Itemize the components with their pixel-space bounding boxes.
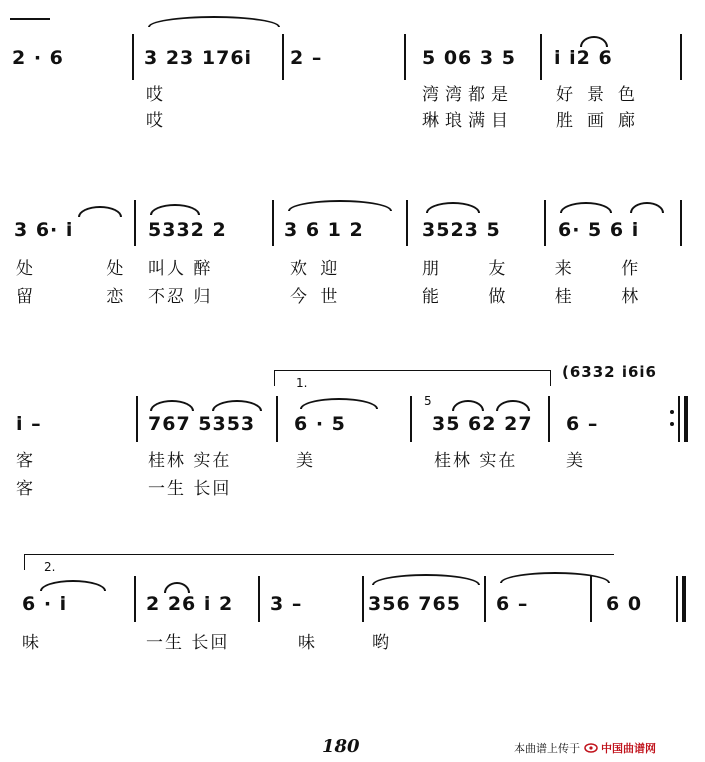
barline [680,34,682,80]
lyric-2: 今 世 [290,287,342,307]
footer-text: 本曲谱上传于 [514,742,580,755]
footer-brand[interactable]: 中国曲谱网 [601,742,656,755]
slur [150,400,194,411]
lyric-2: 不忍 归 [148,287,213,307]
volta-label: 1. [296,376,308,390]
notes-measure: 6· 5 6 i [558,219,640,241]
volta-bracket [24,554,25,570]
notes-measure: 6 0 [606,593,643,615]
repeat-barline [684,396,688,442]
lyric-1: 湾湾都是 [422,85,514,105]
barline [276,396,278,442]
lyric-2: 胜画廊 [556,111,649,131]
notes-measure: 6 – [496,593,529,615]
repeat-dot [670,410,674,414]
barline [484,576,486,622]
final-barline [676,576,678,622]
barline [134,576,136,622]
lyric-1: 好景色 [556,85,649,105]
notes-measure: 356 765 [368,593,461,615]
slur [78,206,122,217]
slur [212,400,262,411]
brand-logo-icon [584,742,598,754]
slur [500,572,610,583]
lyric-1: 美 [296,451,313,471]
notes-measure: 2 – [290,47,323,69]
notes-measure: 6 – [566,413,599,435]
lyric-2: 一生 长回 [148,479,232,499]
lyric-2: 哎 [146,111,163,131]
notes-measure: 3 6 1 2 [284,219,364,241]
barline [404,34,406,80]
grace-note: 5 [424,394,432,408]
lyric-1: 哟 [372,633,389,653]
notes-measure: i i2 6 [554,47,613,69]
lyric-2: 琳琅满目 [422,111,514,131]
barline [410,396,412,442]
barline [258,576,260,622]
lyric-1: 客 [16,451,33,471]
footer-source [514,740,656,756]
lyric-1: 桂林 实在 [148,451,232,471]
lyric-1: 一生 长回 [146,633,230,653]
notes-measure: 3 6· i [14,219,74,241]
lyric-2: 能 做 桂 林 [422,287,661,307]
slur [150,204,200,215]
notes-measure: 6 · i [22,593,68,615]
notes-measure: 3 – [270,593,303,615]
intro-notes: (6332 i6i6 [562,363,657,381]
slur [580,36,608,47]
barline [680,200,682,246]
notes-measure: 3523 5 [422,219,501,241]
barline [136,396,138,442]
slur [560,202,612,213]
barline [134,200,136,246]
volta-bracket [274,370,550,371]
notes-measure: 3 23 176i [144,47,253,69]
final-barline [682,576,686,622]
barline [362,576,364,622]
slur [40,580,106,591]
lyric-1: 味 [298,633,315,653]
slur [288,200,392,211]
notes-measure: 35 62 27 [432,413,533,435]
barline [544,200,546,246]
notes-measure: 5332 2 [148,219,227,241]
barline [590,576,592,622]
barline [272,200,274,246]
barline [282,34,284,80]
volta-label: 2. [44,560,56,574]
page-number: 180 [322,736,360,757]
slur [452,400,484,411]
barline [406,200,408,246]
slur [496,400,530,411]
slur [164,582,190,593]
notes-measure: 6 · 5 [294,413,346,435]
volta-bracket [550,370,551,386]
slur [426,202,480,213]
lyric-1: 哎 [146,85,163,105]
notes-measure: 2 26 i 2 [146,593,234,615]
barline [548,396,550,442]
notes-measure: 767 5353 [148,413,256,435]
lyric-1: 欢 迎 [290,259,342,279]
repeat-dot [670,422,674,426]
barline [132,34,134,80]
lyric-2: 留 恋 [16,287,158,307]
phrase-line [10,18,50,20]
barline [540,34,542,80]
lyric-1: 处 处 [16,259,158,279]
volta-bracket [274,370,275,386]
lyric-1: 叫人 醉 [148,259,213,279]
slur [372,574,480,585]
lyric-2: 客 [16,479,33,499]
repeat-barline [678,396,680,442]
lyric-1: 味 [22,633,39,653]
lyric-1: 朋 友 来 作 [422,259,661,279]
slur [148,16,280,27]
slur [300,398,378,409]
notes-measure: i – [16,413,42,435]
lyric-1: 美 [566,451,583,471]
notes-measure: 5 06 3 5 [422,47,516,69]
volta-bracket [24,554,614,555]
slur [630,202,664,213]
lyric-1: 桂林 实在 [434,451,518,471]
notes-measure: 2 · 6 [12,47,64,69]
